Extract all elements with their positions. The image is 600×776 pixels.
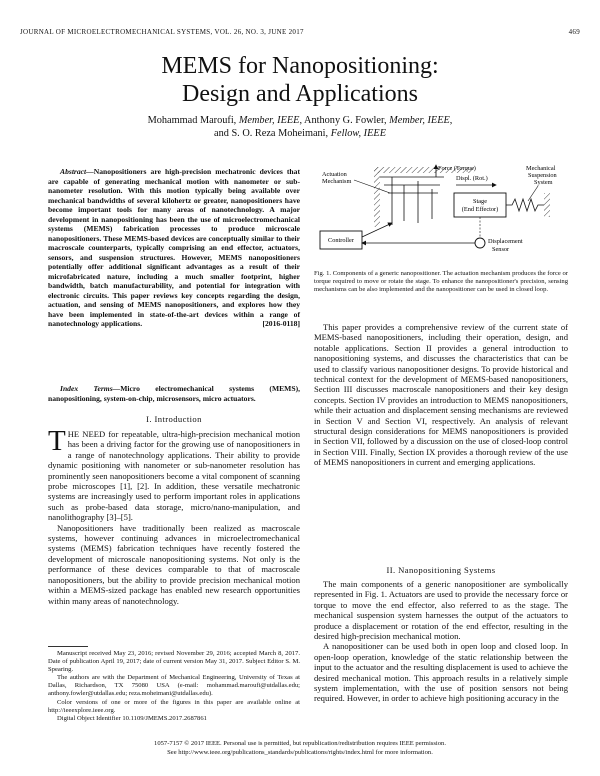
stage-box xyxy=(454,193,506,217)
copyright-line-1: 1057-7157 © 2017 IEEE. Personal use is permitted, but republication/redistribution requires IEEE permission. xyxy=(154,740,446,747)
author-2-name: , Anthony G. Fowler, xyxy=(299,115,387,126)
section-1-heading: I. Introduction xyxy=(146,414,202,424)
abstract-label: Abstract— xyxy=(60,167,94,176)
suspension-anchor xyxy=(544,193,550,217)
journal-name: JOURNAL OF MICROELECTROMECHANICAL SYSTEMS, VOL. 26, NO. 3, JUNE 2017 xyxy=(20,28,304,36)
author-separator: , xyxy=(449,115,453,126)
footnote-received: Manuscript received May 23, 2016; revised November 29, 2016; accepted March 8, 2017. Date of publication April 19, 2017; date of current version May 31, 2017. Subject Editor S. M. Spearing. xyxy=(48,650,300,674)
actuation-label-1: Actuation xyxy=(322,171,347,178)
footnote-affiliation: The authors are with the Department of Mechanical Engineering, University of Texas at Dallas, Richardson, TX 75080 USA (e-mail: mohammad.maroufi@utdallas.edu; anthony.fowler@utdallas.edu; reza.moheimani@utdallas.edu). xyxy=(48,674,300,698)
title-line-1: MEMS for Nanopositioning: xyxy=(161,53,439,79)
intro-paragraph-1-text: HE NEED for repeatable, ultra-high-precision mechanical motion has been a driving factor for the growing use of nanopositioners in a range of nanotechnology applications. Their ability to provide dynamic positioning with nanometer or sub-nanometer resolution has prominently seen nanopositioners become a vital component of scanning probe microscopes [1], [2]. In addition, these versatile mechatronic systems are increasingly used to perform important roles in applications such as probe-based data storage, micro/nano-manipulation, and nanolithography [3]–[5]. xyxy=(48,429,300,523)
stage-label-2: (End Effector) xyxy=(461,206,499,213)
copyright-line-2: See http://www.ieee.org/publications_standards/publications/rights/index.html for more information. xyxy=(167,748,433,756)
abstract xyxy=(48,167,300,329)
controller-label: Controller xyxy=(328,237,354,244)
actuation-label-2: Mechanism xyxy=(322,178,352,185)
stage-label-1: Stage xyxy=(473,198,487,205)
page-number: 469 xyxy=(568,28,580,36)
overview-paragraph: This paper provides a comprehensive review of the current state of MEMS-based nanopositioners, including their operation, design, and notable applications. Section II provides a general introduction to nanopositioning systems, and discusses the characteristics that can be used to classify various nanopositioner designs. To provide historical and technical context for the development of MEMS-based nanopositioners, Section III discusses macroscale nanopositioners and their key design concepts. Section IV provides an introduction to MEMS nanopositioners, while their actuation and displacement sensing mechanisms are reviewed in Section V and Section VI, respectively. An analysis of relevant structural design considerations for MEMS nanopositioners is provided in Section VII, followed by a discussion on the use of closed-loop control in Section VIII. Finally, Section IX provides a thorough review of the use of MEMS nanopositioners in current and emerging applications. xyxy=(314,322,568,468)
suspension-spring xyxy=(506,199,544,211)
author-line-1 xyxy=(0,114,600,127)
intro-paragraph-1 xyxy=(48,425,300,523)
author-list xyxy=(0,114,600,140)
footnote-color: Color versions of one or more of the figures in this paper are available online at http://ieeexplore.ieee.org. xyxy=(48,698,300,714)
footnote-rule xyxy=(48,646,88,647)
section-1-body xyxy=(48,425,300,606)
title-line-2: Design and Applications xyxy=(182,81,418,107)
author-3-grade: Fellow, IEEE xyxy=(330,128,386,139)
abstract-text: Nanopositioners are high-precision mechatronic devices that are capable of generating mechanical motion with nanometer or sub-nanometer resolution. With this motion typically being available over mechanical bandwidths of several kilohertz or greater, nanopositioners have become important tools for many areas of nanotechnology. A major development in nanopositioning has been the use of microelectromechanical systems (MEMS) fabrication processes to produce microscale nanopositioners. These MEMS-based devices are conceptually similar to their macroscale counterparts, typically comprising an end effector, actuators, sensors, and suspension structures. However, MEMS nanopositioners potentially offer additional significant advantages as a result of their microfabricated nature, including a much smaller footprint, higher bandwidth, batch manufacturability, and potential for integration with electronic circuits. This paper reviews key concepts regarding the design, actuation, and sensing of MEMS nanopositioners, and explores how they have been implemented in state-of-the-art devices within a range of nanotechnology applications. xyxy=(48,167,300,328)
section-2-paragraph-2: A nanopositioner can be used both in open loop and closed loop. In open-loop operation, knowledge of the static relationship between the input to the actuator and the resulting displacement is used to achieve the desired mechanical motion. This approach results in a relatively simple system implementation, with the use of position sensors not being required. However, in order to achieve high positioning accuracy in the xyxy=(314,641,568,704)
suspension-label-3: System xyxy=(534,179,553,186)
suspension-label-2: Suspension xyxy=(528,172,557,179)
paper-title xyxy=(0,52,600,108)
sensor-label-1: Displacement xyxy=(488,238,523,245)
actuation-pointer xyxy=(354,180,390,193)
intro-paragraph-2: Nanopositioners have traditionally been realized as macroscale systems, however continuing advances in microelectromechanical systems (MEMS) fabrication techniques have recently fostered the development of microscale nanopositioning systems. Not only is the performance of these devices comparable to that of macroscale nanopositioners, but the ability to provide precision mechanical motion within a MEMS-sized package has enabled new research opportunities within many areas of nanotechnology. xyxy=(48,522,300,606)
author-1-grade: Member, IEEE xyxy=(238,115,300,126)
suspension-pointer xyxy=(528,186,538,201)
section-2-body xyxy=(314,579,568,704)
index-terms-label: Index Terms— xyxy=(60,384,121,393)
author-2-grade: Member, IEEE xyxy=(389,115,450,126)
drop-cap: T xyxy=(48,425,66,457)
copyright-footer xyxy=(0,740,600,757)
right-column-body xyxy=(314,322,568,468)
index-terms-text: Micro electromechanical systems (MEMS), nanopositioning, system-on-chip, microsensors, micro actuators. xyxy=(48,384,300,403)
force-label: Force (Torque) xyxy=(438,165,476,172)
footnote xyxy=(48,650,300,723)
section-2-paragraph-1: The main components of a generic nanopositioner are symbolically represented in Fig. 1. Actuators are used to provide the necessary force or torque to move the end effector, also referred to as the stage. The mechanical suspension system harnesses the output of the actuators to produce a displacement or rotation of the end effector, resulting in the desired high-precision mechanical motion. xyxy=(314,579,568,642)
suspension-label-1: Mechanical xyxy=(526,165,556,172)
abstract-code: [2016-0118] xyxy=(262,319,300,328)
figure-1-caption: Fig. 1. Components of a generic nanopositioner. The actuation mechanism produces the force or torque required to move or rotate the stage. To enhance the nanopositioner's precision, sensing mechanisms can be also implemented and the nanopositioner can be used in closed loop. xyxy=(314,270,568,294)
anchor-hatch-left xyxy=(374,167,380,227)
sensor-label-2: Sensor xyxy=(492,246,510,253)
footnote-doi: Digital Object Identifier 10.1109/JMEMS.2017.2687861 xyxy=(57,714,207,722)
actuator-comb xyxy=(380,177,444,225)
figure-1-diagram xyxy=(314,163,568,269)
section-2-heading: II. Nanopositioning Systems xyxy=(386,565,496,575)
author-line-2 xyxy=(0,127,600,140)
displacement-label: Displ. (Rot.) xyxy=(456,175,488,182)
author-1-name: Mohammad Maroufi, xyxy=(147,115,237,126)
sensor-symbol xyxy=(475,238,485,248)
author-3-name: and S. O. Reza Moheimani, xyxy=(214,128,329,139)
index-terms xyxy=(48,384,300,403)
